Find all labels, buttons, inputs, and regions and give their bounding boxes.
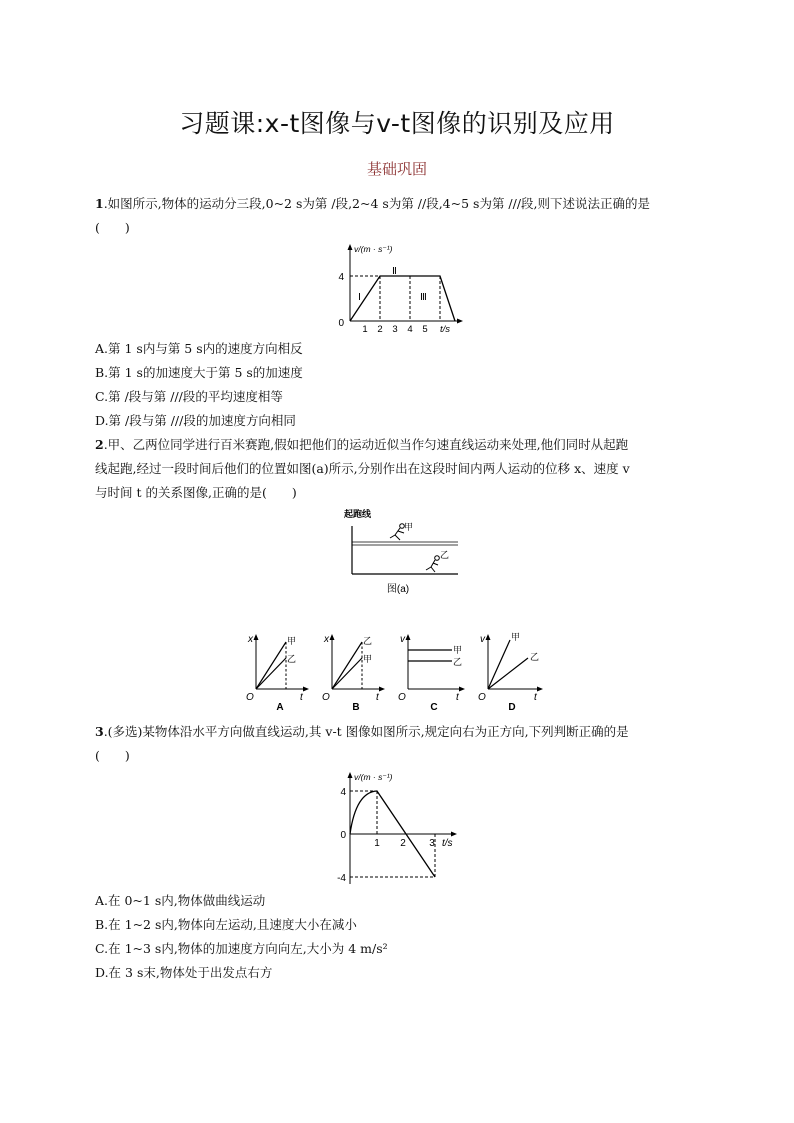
q2-choice-a-letter: A [276,702,284,712]
question-2-stem-line-3: 与时间 t 的关系图像,正确的是( ) [95,485,297,500]
q2a-line-yi [256,658,286,689]
q2a-top-label: 甲 [287,636,297,646]
q2d-top-label: 甲 [511,632,521,642]
question-1-vt-graph [330,238,470,334]
q1-x-arrow [457,319,463,324]
q1-x-label: t/s [440,324,451,334]
q1-option-d: D.第 /段与第 ///段的加速度方向相同 [95,413,296,428]
q1-y-label: v/(m · s⁻¹) [354,244,393,254]
q2c-bottom-label: 乙 [453,657,463,667]
q1-x-tick-3: 3 [392,324,398,334]
question-1-number: 1 [95,196,104,211]
question-2-number: 2 [95,437,104,452]
q3-option-c: C.在 1~3 s内,物体的加速度方向向左,大小为 4 m/s² [95,941,388,956]
question-1-stem-line-1: .如图所示,物体的运动分三段,0~2 s为第 /段,2~4 s为第 //段,4~5 s为第 ///段,则下述说法正确的是 [103,196,651,211]
q2d-axis-y: v [480,634,485,645]
q3-option-b: B.在 1~2 s内,物体向左运动,且速度大小在减小 [95,917,357,932]
q3-y-top: 4 [340,787,346,798]
q1-x-tick-5: 5 [422,324,428,334]
q2-choice-graphs [240,628,550,712]
q2-figure-a-caption: 图(a) [386,584,410,595]
q2b-axis-y: x [324,634,329,645]
question-3-number: 3 [95,724,104,739]
q3-x-arrow [451,832,457,837]
question-3-bracket: ( ) [95,748,130,763]
q3-origin: 0 [340,830,346,841]
q2-start-line-label: 起跑线 [344,509,372,519]
question-2-stem [95,436,628,454]
q3-y-arrow [348,772,353,778]
section-heading: 基础巩固 [366,160,427,178]
question-3-stem [95,723,629,741]
question-3-stem-line-1: .(多选)某物体沿水平方向做直线运动,其 v-t 图像如图所示,规定向右为正方向,下列判断正确的是 [103,724,629,739]
q1-x-tick-4: 4 [407,324,413,334]
q2b-line-jia [332,658,362,689]
q2d-axis-x: t [534,692,537,703]
q3-option-d: D.在 3 s末,物体处于出发点右方 [95,965,273,980]
q1-option-c: C.第 /段与第 ///段的平均速度相等 [95,389,283,404]
q2-choice-b-letter: B [352,702,360,712]
q2-yi-label: 乙 [440,550,450,560]
q2d-bottom-label: 乙 [530,652,540,662]
q2c-axis-x: t [456,692,459,703]
question-3-vt-graph [330,766,465,886]
q1-velocity-line [350,276,455,321]
q2a-origin: O [246,692,254,703]
q3-x-tick-2: 2 [400,838,406,849]
q2a-axis-x: t [300,692,303,703]
q2a-axis-y: x [248,634,253,645]
q2b-line-yi [332,642,362,689]
q2-runner-jia [390,524,404,540]
q2b-bottom-label: 甲 [363,654,373,664]
q1-y-arrow [348,244,353,250]
q2-choice-d-letter: D [508,702,516,712]
q3-option-a: A.在 0~1 s内,物体做曲线运动 [95,893,266,908]
question-2-stem-line-1: .甲、乙两位同学进行百米赛跑,假如把他们的运动近似当作匀速直线运动来处理,他们同时从起跑 [103,437,629,452]
q1-x-tick-1: 1 [362,324,368,334]
q2c-top-label: 甲 [453,645,463,655]
q1-origin: 0 [338,318,344,329]
page-title: 习题课:x-t图像与v-t图像的识别及应用 [179,109,615,138]
q2b-top-label: 乙 [363,636,373,646]
q2a-line-jia [256,642,286,689]
q2-jia-label: 甲 [404,522,414,532]
q1-option-b: B.第 1 s的加速度大于第 5 s的加速度 [95,365,303,380]
q2-graph-a [246,634,309,712]
question-2-stem-line-2: 线起跑,经过一段时间后他们的位置如图(a)所示,分别作出在这段时间内两人运动的位移 x、速度 v [95,461,630,476]
q1-y-tick: 4 [338,272,344,283]
q2c-origin: O [398,692,406,703]
question-1-bracket: ( ) [95,220,130,235]
q1-seg-label-3: Ⅲ [420,292,427,303]
q3-y-bottom: -4 [337,873,346,884]
q2-figure-a [340,504,460,598]
question-1-stem [95,195,650,213]
q2-graph-c [398,634,465,712]
q1-seg-label-2: Ⅱ [392,266,397,277]
q2b-axis-x: t [376,692,379,703]
q3-x-tick-3: 3 [429,838,435,849]
q1-seg-label-1: Ⅰ [358,292,361,303]
q2b-origin: O [322,692,330,703]
q2-graph-d [478,632,543,712]
q2d-origin: O [478,692,486,703]
q3-x-label: t/s [442,838,453,849]
q2d-line-jia [488,640,510,689]
q3-y-label: v/(m · s⁻¹) [354,772,393,782]
q2d-line-yi [488,658,528,689]
q2-choice-c-letter: C [430,702,438,712]
q2c-axis-y: v [400,634,405,645]
q2-runner-yi [426,556,439,572]
q2-graph-b [322,634,385,712]
q3-x-tick-1: 1 [374,838,380,849]
q1-x-tick-2: 2 [377,324,383,334]
q2a-bottom-label: 乙 [287,654,297,664]
q1-option-a: A.第 1 s内与第 5 s内的速度方向相反 [95,341,303,356]
